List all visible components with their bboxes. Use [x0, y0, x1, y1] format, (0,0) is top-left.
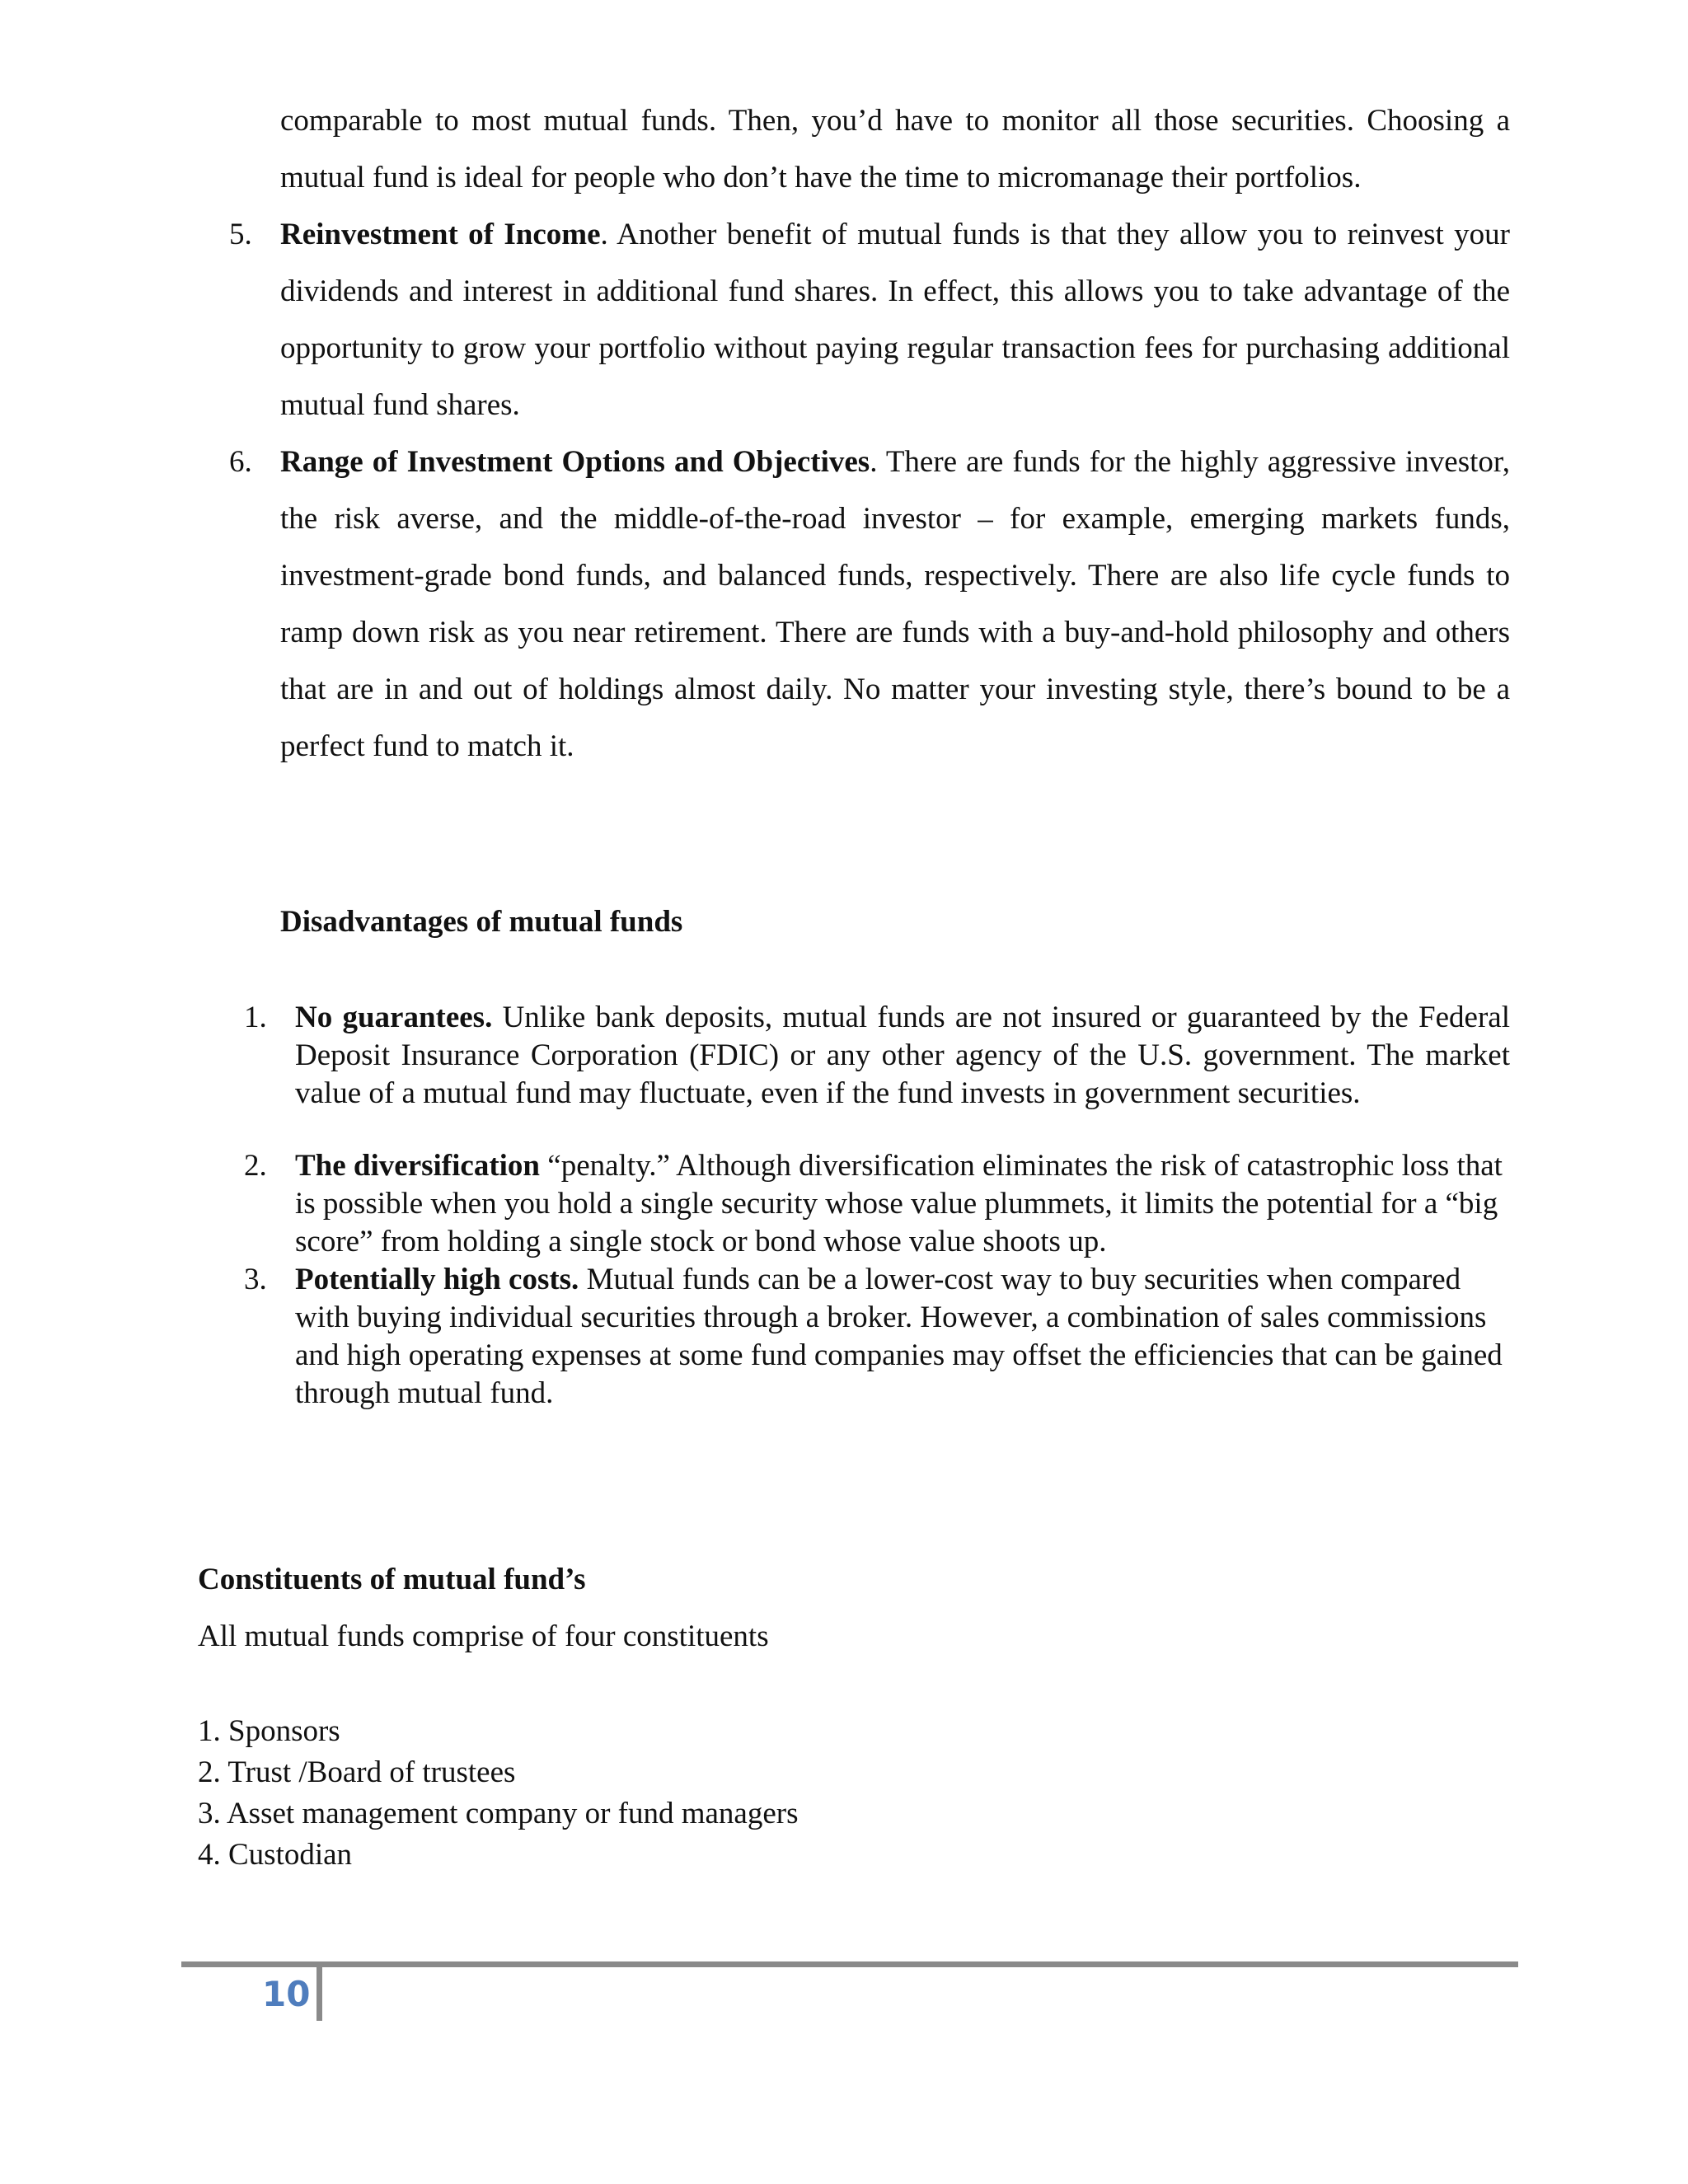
footer-rule — [181, 1961, 1518, 1967]
item-text: “penalty.” Although diversification eliminates the risk of catastrophic loss that is possible when you hold a single security whose value plummets, it limits the potential for a “big score” from holding a single stock or bond whose value shoots up. — [295, 1149, 1503, 1258]
list-item-no-guarantees — [239, 999, 1510, 1113]
item-text: . Another benefit of mutual funds is that they allow you to reinvest your dividends and interest in additional fund shares. In effect, this allows you to take advantage of the opportunity to grow your portfolio without paying regular transaction fees for purchasing additional mutual fund shares. — [280, 218, 1510, 422]
constituents-list — [198, 1711, 799, 1876]
list-item-investment-options — [213, 434, 1510, 775]
page-number: 10 — [262, 1974, 311, 2014]
item-title: Potentially high costs. — [295, 1263, 579, 1296]
list-number: 6. — [229, 445, 252, 479]
item-text: . There are funds for the highly aggressive investor, the risk averse, and the middle-of-the-road investor – for example, emerging markets funds, investment-grade bond funds, and balanced funds, respectively. There are also life cycle funds to ramp down risk as you near retirement. There are funds with a buy-and-hold philosophy and others that are in and out of holdings almost daily. No matter your investing style, there’s bound to be a perfect fund to match it. — [280, 445, 1511, 763]
constituents-heading: Constituents of mutual fund’s — [198, 1563, 586, 1596]
list-item-diversification-penalty — [239, 1147, 1510, 1261]
advantages-continued — [213, 92, 1510, 775]
item-title: The diversification — [295, 1149, 541, 1183]
footer-divider — [316, 1965, 322, 2021]
list-item: 2. Trust /Board of trustees — [198, 1755, 516, 1789]
list-number: 5. — [229, 218, 252, 251]
item-text: Unlike bank deposits, mutual funds are not insured or guaranteed by the Federal Deposit Insurance Corporation (FDIC) or any other agency of the U.S. government. The market value of a mutual fund may fluctuate, even if the fund invests in government securities. — [295, 1001, 1510, 1110]
list-item: 1. Sponsors — [198, 1714, 340, 1748]
list-item-high-costs — [239, 1261, 1510, 1413]
list-item: 4. Custodian — [198, 1838, 353, 1872]
list-item-reinvestment — [213, 206, 1510, 434]
list-number: 1. — [244, 1001, 267, 1034]
item-title: Range of Investment Options and Objectives — [280, 445, 870, 479]
item-title: Reinvestment of Income — [280, 218, 601, 251]
list-number: 2. — [244, 1149, 267, 1183]
continuation-paragraph: comparable to most mutual funds. Then, you’d have to monitor all those securities. Choosing a mutual fund is ideal for people who don’t have the time to micromanage their portfolios. — [280, 104, 1510, 194]
list-item: 3. Asset management company or fund managers — [198, 1797, 799, 1830]
disadvantages-heading: Disadvantages of mutual funds — [280, 905, 683, 939]
item-title: No guarantees. — [295, 1001, 493, 1034]
item-text: Mutual funds can be a lower-cost way to buy securities when compared with buying individual securities through a broker. However, a combination of sales commissions and high operating expenses at some fund companies may offset the efficiencies that can be gained through mutual fund. — [295, 1263, 1503, 1410]
constituents-intro: All mutual funds comprise of four constituents — [198, 1619, 769, 1653]
list-number: 3. — [244, 1263, 267, 1296]
disadvantages-list — [239, 999, 1510, 1413]
